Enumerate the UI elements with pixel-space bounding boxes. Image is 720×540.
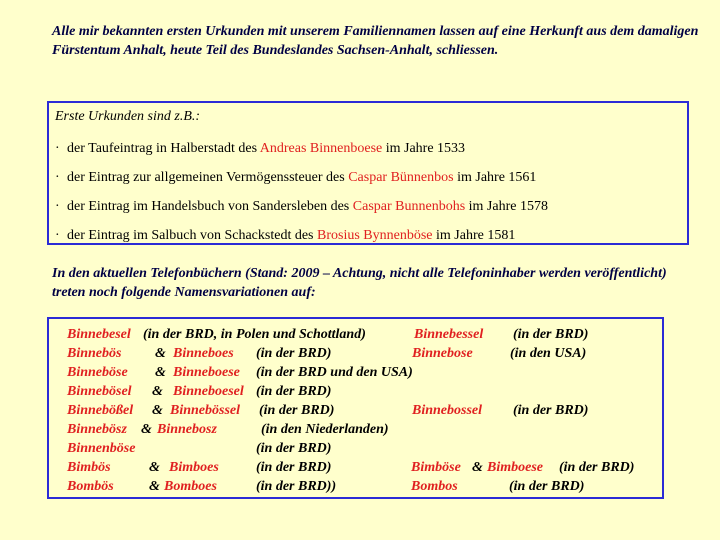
record-name: Caspar Bünnenbos — [348, 170, 454, 185]
record-name: Brosius Bynnenböse — [317, 228, 433, 243]
variant-name: Binnebösz — [67, 422, 127, 437]
ampersand: & — [149, 460, 160, 475]
first-records-header: Erste Urkunden sind z.B.: — [55, 109, 201, 124]
variant-name: Binneboese — [173, 365, 240, 380]
variant-name: Binnenböse — [67, 441, 136, 456]
variant-name: Binneboesel — [173, 384, 244, 399]
variant-region: (in der BRD) — [256, 441, 332, 456]
record-item: · der Eintrag im Handelsbuch von Sandersleben des Caspar Bunnenbohs im Jahre 1578 — [55, 199, 548, 214]
ampersand: & — [155, 365, 166, 380]
variant-name: Binneböse — [67, 365, 128, 380]
variant-name: Bimboes — [169, 460, 219, 475]
ampersand: & — [141, 422, 152, 437]
first-records-box — [47, 101, 689, 245]
variant-region: (in den USA) — [510, 346, 587, 361]
variant-name: Bombös — [67, 479, 114, 494]
ampersand: & — [152, 384, 163, 399]
ampersand: & — [155, 346, 166, 361]
variant-region: (in der BRD) — [513, 327, 589, 342]
variant-region: (in der BRD) — [509, 479, 585, 494]
variant-name: Binnebößel — [67, 403, 134, 418]
variant-region: (in der BRD) — [259, 403, 335, 418]
variant-region: (in der BRD) — [256, 346, 332, 361]
record-item: · der Eintrag im Salbuch von Schackstedt des Brosius Bynnenböse im Jahre 1581 — [55, 228, 516, 243]
variant-name: Bomboes — [164, 479, 217, 494]
variant-region: (in der BRD, in Polen und Schottland) — [143, 327, 366, 342]
variant-region: (in der BRD) — [256, 384, 332, 399]
record-name: Caspar Bunnenbohs — [352, 199, 466, 214]
ampersand: & — [152, 403, 163, 418]
record-item: · der Eintrag zur allgemeinen Vermögenssteuer des Caspar Bünnenbos im Jahre 1561 — [55, 170, 537, 185]
record-item: · der Taufeintrag in Halberstadt des Andreas Binnenboese im Jahre 1533 — [55, 141, 466, 156]
variant-region: (in den Niederlanden) — [261, 422, 389, 437]
variant-name: Binnebös — [67, 346, 122, 361]
variant-name: Binneboes — [173, 346, 234, 361]
variant-name: Binnebose — [412, 346, 473, 361]
variant-name: Bimbös — [67, 460, 111, 475]
variant-region: (in der BRD und den USA) — [256, 365, 413, 380]
variant-name: Binnebessel — [414, 327, 484, 342]
variant-name: Binnebösel — [67, 384, 132, 399]
ampersand: & — [149, 479, 160, 494]
record-name: Andreas Binnenboese — [259, 141, 383, 156]
variant-name: Binnebosz — [157, 422, 217, 437]
intro-paragraph: Alle mir bekannten ersten Urkunden mit unserem Familiennamen lassen auf eine Herkunft aus dem damaligen Fürstentum Anhalt, heute Teil des Bundeslandes Sachsen-Anhalt, schliessen. — [52, 24, 699, 58]
ampersand: & — [472, 460, 483, 475]
variant-name: Bimboese — [487, 460, 543, 475]
variant-name: Binnebesel — [67, 327, 131, 342]
variant-name: Binnebossel — [412, 403, 483, 418]
variant-region: (in der BRD) — [559, 460, 635, 475]
variant-region: (in der BRD) — [256, 460, 332, 475]
variant-region: (in der BRD) — [513, 403, 589, 418]
name-variants-box — [47, 317, 664, 499]
phonebook-paragraph: In den aktuellen Telefonbüchern (Stand: 2009 – Achtung, nicht alle Telefoninhaber werden veröffentlicht) treten noch folgende Namensvariationen auf: — [52, 266, 667, 300]
variant-region: (in der BRD)) — [256, 479, 337, 494]
variant-name: Bimböse — [411, 460, 461, 475]
variant-name: Binnebössel — [170, 403, 241, 418]
variant-name: Bombos — [411, 479, 458, 494]
